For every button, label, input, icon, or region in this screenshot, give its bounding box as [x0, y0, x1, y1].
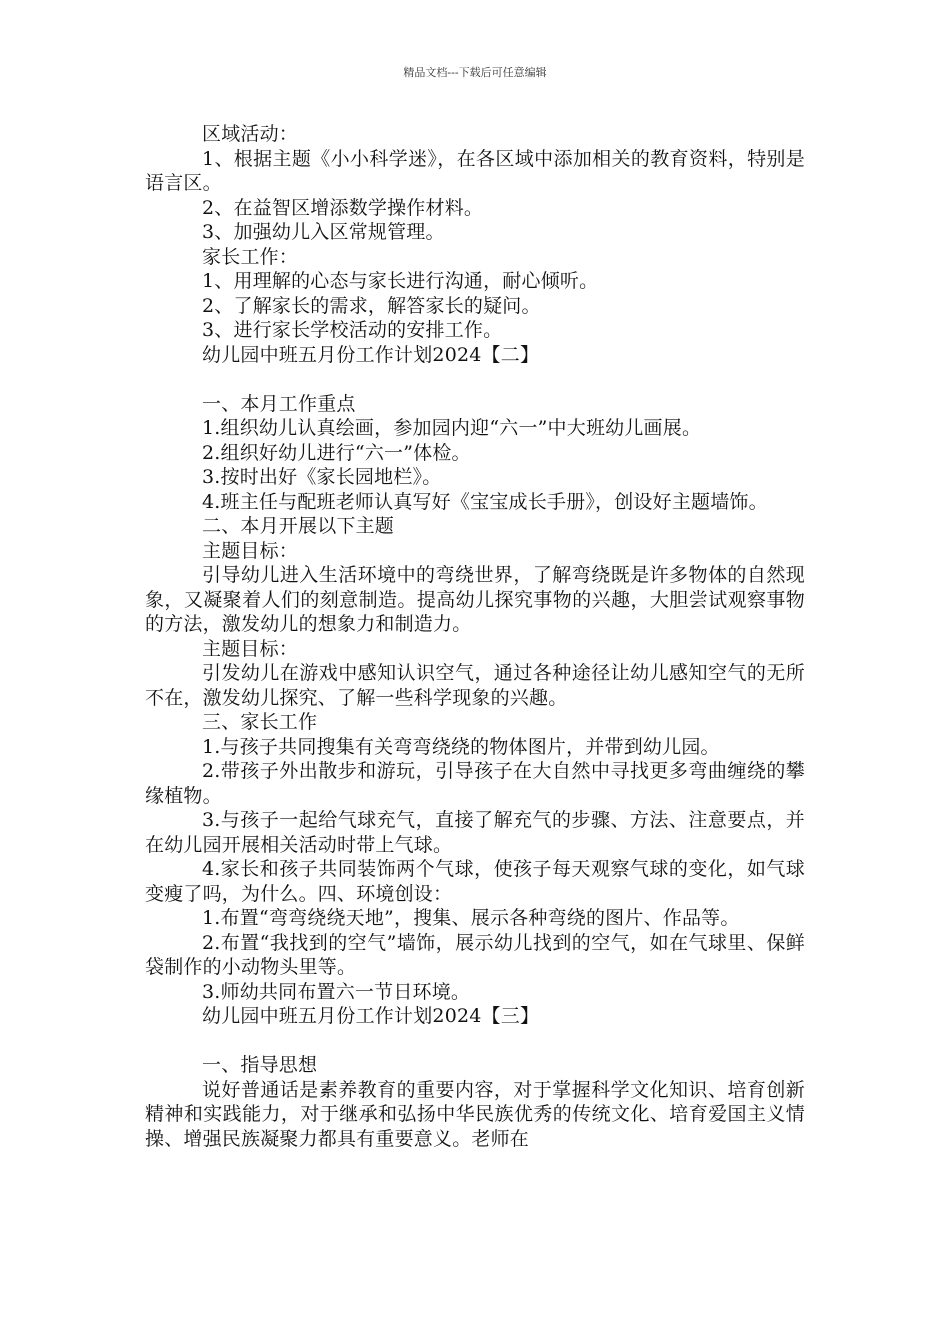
paragraph: 4.班主任与配班老师认真写好《宝宝成长手册》，创设好主题墙饰。	[202, 490, 768, 513]
paragraph: 3、加强幼儿入区常规管理。	[202, 221, 445, 243]
paragraph: 2.带孩子外出散步和游玩，引导孩子在大自然中寻找更多弯曲缠绕的攀缘植物。	[145, 760, 805, 807]
paragraph: 3、进行家长学校活动的安排工作。	[202, 319, 503, 341]
section-title: 幼儿园中班五月份工作计划2024【二】	[202, 343, 540, 366]
paragraph: 4.家长和孩子共同装饰两个气球，使孩子每天观察气球的变化，如气球变瘦了吗，为什么。四、环境创设：	[145, 858, 805, 905]
paragraph: 引导幼儿进入生活环境中的弯绕世界，了解弯绕既是许多物体的自然现象，又凝聚着人们的刻意制造。提高幼儿探究事物的兴趣，大胆尝试观察事物的方法，激发幼儿的想象力和制造力。	[145, 564, 805, 635]
paragraph: 2、在益智区增添数学操作材料。	[202, 196, 484, 219]
paragraph: 3.按时出好《家长园地栏》。	[202, 466, 442, 488]
paragraph: 区域活动：	[202, 123, 299, 145]
paragraph: 主题目标：	[202, 539, 299, 562]
paragraph: 1、用理解的心态与家长进行沟通，耐心倾听。	[202, 270, 599, 292]
paragraph: 3.师幼共同布置六一节日环境。	[202, 980, 471, 1003]
paragraph: 主题目标：	[202, 637, 299, 660]
paragraph: 1.组织幼儿认真绘画，参加园内迎“六一”中大班幼儿画展。	[202, 417, 702, 439]
paragraph: 2.布置“我找到的空气”墙饰，展示幼儿找到的空气，如在气球里、保鲜袋制作的小动物头里等。	[145, 931, 805, 978]
paragraph: 1、根据主题《小小科学迷》，在各区域中添加相关的教育资料，特别是语言区。	[145, 147, 805, 194]
blank-line	[145, 1029, 805, 1054]
document-body	[145, 122, 805, 1151]
paragraph: 2.组织好幼儿进行“六一”体检。	[202, 441, 471, 464]
paragraph: 家长工作：	[202, 245, 299, 268]
paragraph: 引发幼儿在游戏中感知认识空气，通过各种途径让幼儿感知空气的无所不在，激发幼儿探究、了解一些科学现象的兴趣。	[145, 662, 805, 709]
paragraph: 说好普通话是素养教育的重要内容，对于掌握科学文化知识、培育创新精神和实践能力，对于继承和弘扬中华民族优秀的传统文化、培育爱国主义情操、增强民族凝聚力都具有重要意义。老师在	[145, 1078, 805, 1150]
page-header: 精品文档---下载后可任意编辑	[403, 66, 547, 79]
section-heading: 一、本月工作重点	[202, 392, 356, 415]
paragraph: 1.与孩子共同搜集有关弯弯绕绕的物体图片，并带到幼儿园。	[202, 735, 720, 758]
section-heading: 三、家长工作	[202, 711, 318, 733]
section-heading: 二、本月开展以下主题	[202, 515, 395, 537]
paragraph: 3.与孩子一起给气球充气，直接了解充气的步骤、方法、注意要点，并在幼儿园开展相关活动时带上气球。	[145, 809, 805, 856]
paragraph: 1.布置“弯弯绕绕天地”，搜集、展示各种弯绕的图片、作品等。	[202, 907, 740, 929]
paragraph: 2、了解家长的需求，解答家长的疑问。	[202, 294, 541, 317]
section-heading: 一、指导思想	[202, 1054, 318, 1076]
section-title: 幼儿园中班五月份工作计划2024【三】	[202, 1005, 540, 1027]
blank-line	[145, 367, 805, 392]
